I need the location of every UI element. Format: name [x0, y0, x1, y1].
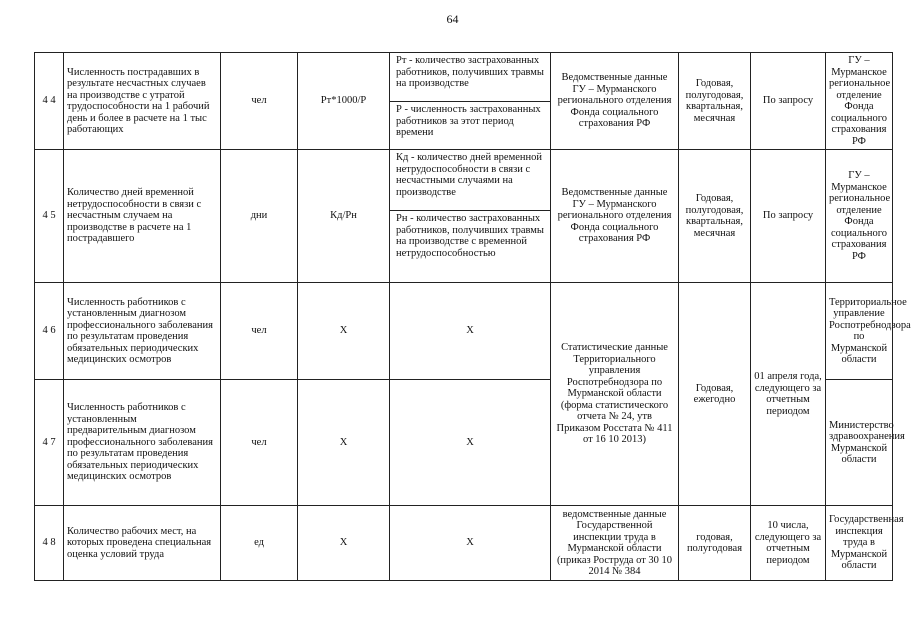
- row-number: 4 7: [35, 380, 64, 506]
- unit: чел: [221, 53, 298, 150]
- deadline: По запросу: [751, 53, 826, 150]
- formula: Х: [298, 506, 390, 581]
- unit: чел: [221, 380, 298, 506]
- variables-cell: Х: [390, 380, 551, 506]
- data-source: Статистические данные Территориального управления Роспотребнодзора по Мурманской области (форма статистического отчета № 24, утв Приказом Росстата № 411 от 16 10 2013): [551, 283, 679, 506]
- responsible-body: Государственная инспекция труда в Мурманской области: [826, 506, 893, 581]
- deadline: По запросу: [751, 150, 826, 283]
- periodicity: Годовая, ежегодно: [679, 283, 751, 506]
- unit: дни: [221, 150, 298, 283]
- variables-cell: [390, 53, 551, 150]
- row-number: 4 5: [35, 150, 64, 283]
- formula: Х: [298, 283, 390, 380]
- row-number: 4 4: [35, 53, 64, 150]
- data-source: Ведомственные данные ГУ – Мурманского регионального отделения Фонда социального страхования РФ: [551, 150, 679, 283]
- responsible-body: ГУ – Мурманское региональное отделение Фонда социального страхования РФ: [826, 53, 893, 150]
- table-row: [35, 150, 893, 283]
- formula: Рт*1000/Р: [298, 53, 390, 150]
- indicator-name: Численность пострадавших в результате несчастных случаев на производстве с утратой трудоспособности на 1 рабочий день и более в расчете на 1 тыс работающих: [64, 53, 221, 150]
- deadline: 01 апреля года, следующего за отчетным периодом: [751, 283, 826, 506]
- indicator-name: Численность работников с установленным диагнозом профессионального заболевания по результатам проведения обязательных периодических медицинских осмотров: [64, 283, 221, 380]
- deadline: 10 числа, следующего за отчетным периодом: [751, 506, 826, 581]
- responsible-body: Министерство здравоохранения Мурманской области: [826, 380, 893, 506]
- variable-definition: Р - численность застрахованных работников за этот период времени: [390, 101, 550, 141]
- variable-definition: Кд - количество дней временной нетрудоспособности в связи с несчастными случаями на производстве: [396, 152, 542, 198]
- page-number: 64: [446, 12, 459, 26]
- variable-definition: Рн - количество застрахованных работников, получивших травмы на производстве с временной нетрудоспособностью: [390, 210, 550, 261]
- periodicity: Годовая, полугодовая, квартальная, месячная: [679, 150, 751, 283]
- variable-definition: Рт - количество застрахованных работников, получивших травмы на производстве: [396, 55, 544, 89]
- variables-cell: Х: [390, 283, 551, 380]
- table-row: [35, 506, 893, 581]
- formula: Х: [298, 380, 390, 506]
- variables-cell: Х: [390, 506, 551, 581]
- responsible-body: Территориальное управление Роспотребнодзора по Мурманской области: [826, 283, 893, 380]
- indicator-name: Количество дней временной нетрудоспособности в связи с несчастным случаем на производстве в расчете на 1 пострадавшего: [64, 150, 221, 283]
- row-number: 4 6: [35, 283, 64, 380]
- data-source: ведомственные данные Государственной инспекции труда в Мурманской области (приказ Роструда от 30 10 2014 № 384: [551, 506, 679, 581]
- formula: Кд/Рн: [298, 150, 390, 283]
- unit: чел: [221, 283, 298, 380]
- indicators-table: [34, 52, 911, 581]
- variables-cell: [390, 150, 551, 283]
- row-number: 4 8: [35, 506, 64, 581]
- table-row: [35, 53, 893, 150]
- indicator-name: Количество рабочих мест, на которых проведена специальная оценка условий труда: [64, 506, 221, 581]
- indicator-name: Численность работников с установленным предварительным диагнозом профессионального заболевания по результатам проведения обязательных периодических медицинских осмотров: [64, 380, 221, 506]
- responsible-body: ГУ – Мурманское региональное отделение Фонда социального страхования РФ: [826, 150, 893, 283]
- unit: ед: [221, 506, 298, 581]
- data-source: Ведомственные данные ГУ – Мурманского регионального отделения Фонда социального страхования РФ: [551, 53, 679, 150]
- table-row: [35, 283, 893, 380]
- periodicity: годовая, полугодовая: [679, 506, 751, 581]
- periodicity: Годовая, полугодовая, квартальная, месячная: [679, 53, 751, 150]
